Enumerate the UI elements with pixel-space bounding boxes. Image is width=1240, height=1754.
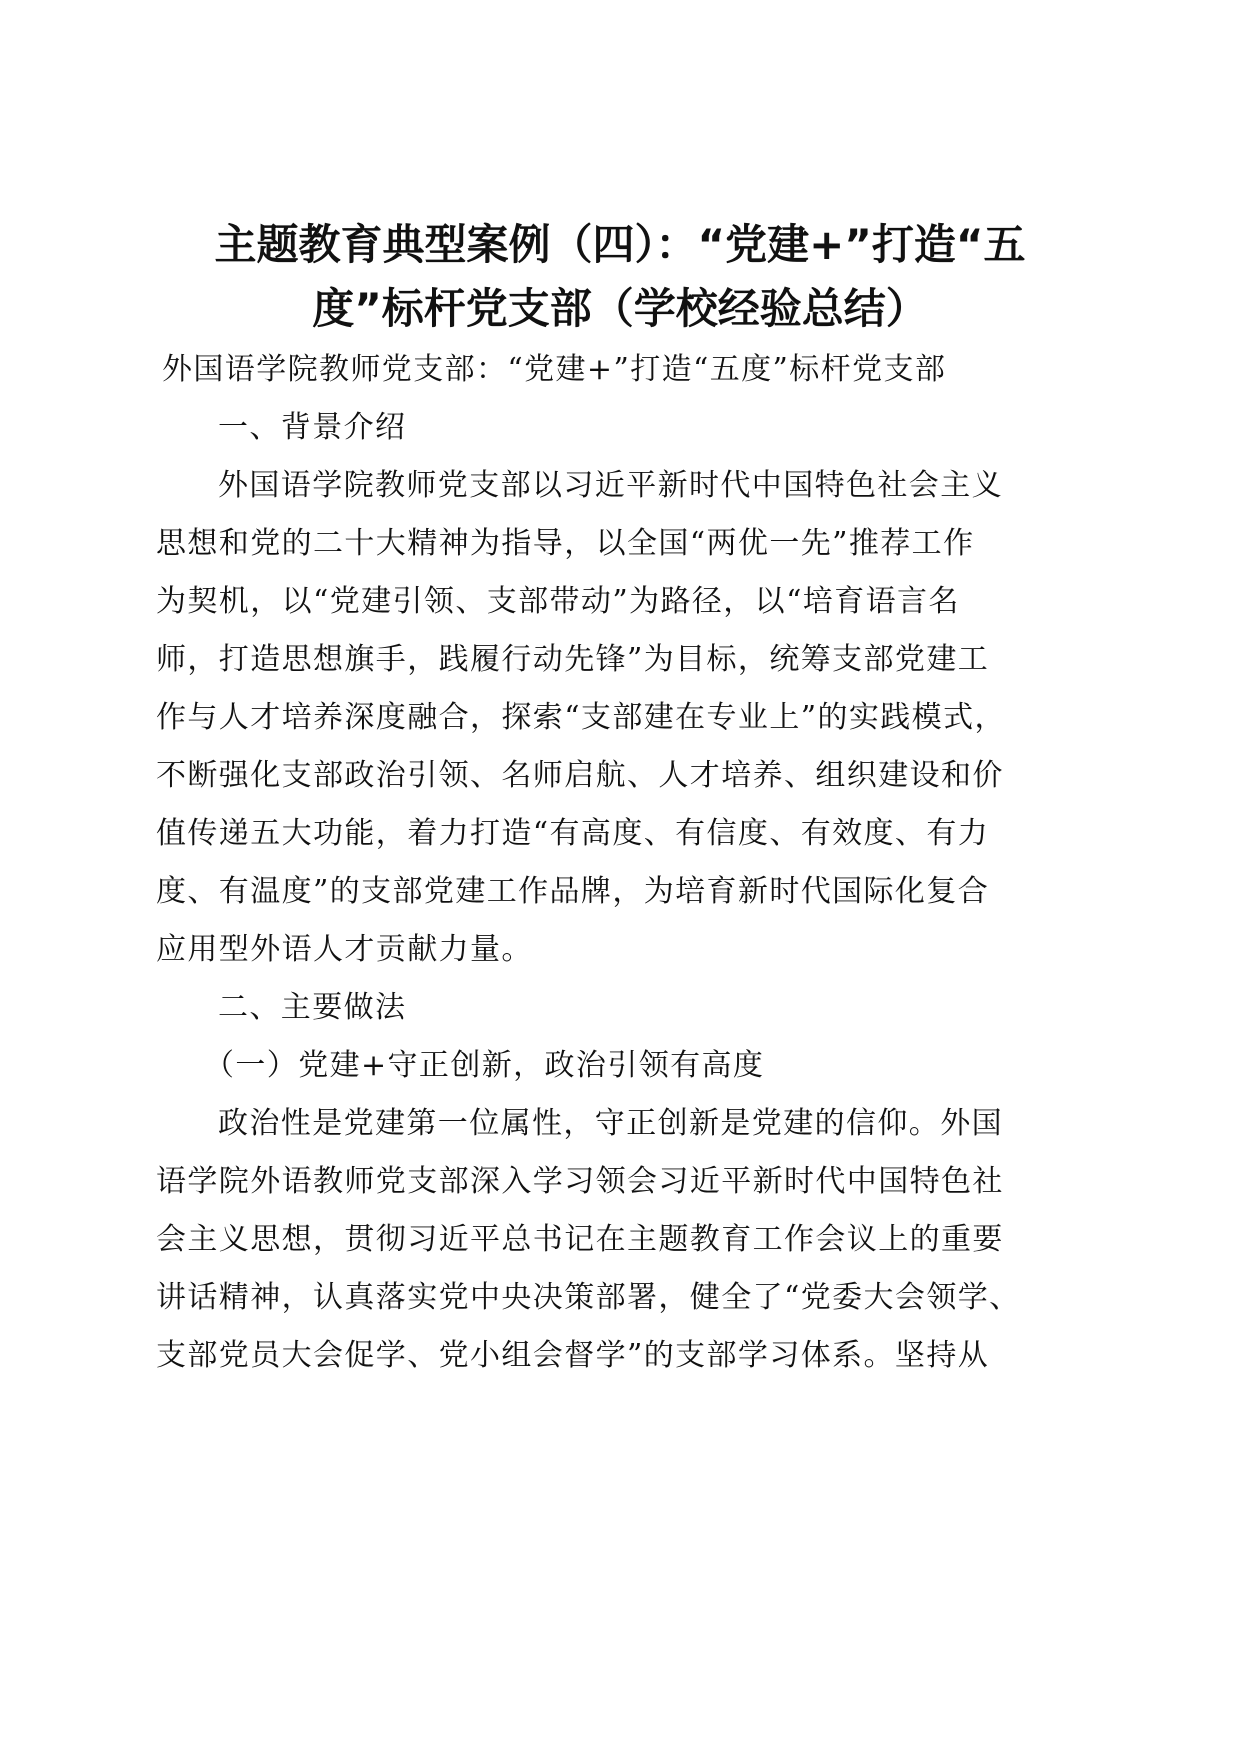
section-heading-main-practices: 二、主要做法 (218, 990, 407, 1025)
paragraph-line: 会主义思想，贯彻习近平总书记在主题教育工作会议上的重要 (156, 1222, 1004, 1257)
paragraph-line: 应用型外语人才贡献力量。 (156, 932, 533, 967)
paragraph-line: 外国语学院教师党支部以习近平新时代中国特色社会主义 (218, 468, 1003, 503)
paragraph-line: 政治性是党建第一位属性，守正创新是党建的信仰。外国 (218, 1106, 1003, 1141)
paragraph-line: 思想和党的二十大精神为指导，以全国“两优一先”推荐工作 (156, 526, 975, 561)
paragraph-line: 不断强化支部政治引领、名师启航、人才培养、组织建设和价 (156, 758, 1004, 793)
paragraph-line: 语学院外语教师党支部深入学习领会习近平新时代中国特色社 (156, 1164, 1004, 1199)
paragraph-line: 师，打造思想旗手，践履行动先锋”为目标，统筹支部党建工 (156, 642, 990, 677)
paragraph-line: 为契机，以“党建引领、支部带动”为路径，以“培育语言名 (156, 584, 960, 619)
subsection-heading: （一）党建+守正创新，政治引领有高度 (204, 1048, 765, 1083)
paragraph-line: 作与人才培养深度融合，探索“支部建在专业上”的实践模式， (156, 700, 1006, 735)
paragraph-line: 讲话精神，认真落实党中央决策部署，健全了“党委大会领学、 (156, 1280, 1021, 1315)
paragraph-line: 度、有温度”的支部党建工作品牌，为培育新时代国际化复合 (156, 874, 990, 909)
document-subtitle: 外国语学院教师党支部：“党建+”打造“五度”标杆党支部 (162, 352, 947, 387)
section-heading-background: 一、背景介绍 (218, 410, 407, 445)
document-title-line-2: 度”标杆党支部（学校经验总结） (312, 284, 928, 333)
paragraph-line: 值传递五大功能，着力打造“有高度、有信度、有效度、有力 (156, 816, 990, 851)
document-title-line-1: 主题教育典型案例（四）：“党建+”打造“五 (214, 220, 1026, 269)
paragraph-line: 支部党员大会促学、党小组会督学”的支部学习体系。坚持从 (156, 1338, 990, 1373)
